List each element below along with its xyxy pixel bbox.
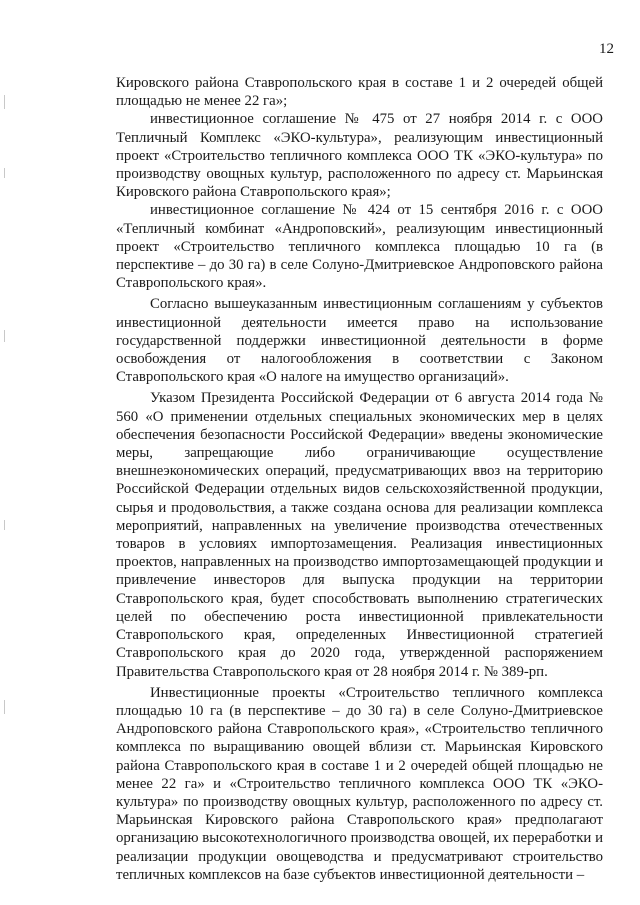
scan-edge-mark bbox=[4, 330, 5, 342]
scan-edge-mark bbox=[4, 95, 5, 109]
paragraph-2: инвестиционное соглашение № 475 от 27 ноября 2014 г. с ООО Тепличный Комплекс «ЭКО-культура», реализующим инвестиционный проект «Строительство тепличного комплекса ООО ТК «ЭКО-культура» по производству овощных культур, расположенного по адресу ст. Марьинская Кировского района Ставропольского края»; bbox=[116, 111, 603, 201]
page-number: 12 bbox=[599, 41, 614, 57]
scan-edge-mark bbox=[4, 700, 5, 714]
scan-edge-mark bbox=[4, 520, 5, 530]
paragraph-1: Кировского района Ставропольского края в составе 1 и 2 очередей общей площадью не менее 22 га»; bbox=[116, 75, 603, 110]
paragraph-3: инвестиционное соглашение № 424 от 15 сентября 2016 г. с ООО «Тепличный комбинат «Андроповский», реализующим инвестиционный проект «Строительство тепличного комплекса площадью 10 га (в перспективе – до 30 га) в селе Солуно-Дмитриевское Андроповского района Ставропольского края». bbox=[116, 202, 603, 292]
body-text bbox=[116, 74, 603, 884]
paragraph-4: Согласно вышеуказанным инвестиционным соглашениям у субъектов инвестиционной деятельности имеется право на использование государственной поддержки инвестиционной деятельности в форме освобождения от налогообложения в соответствии с Законом Ставропольского края «О налоге на имущество организаций». bbox=[116, 296, 603, 386]
paragraph-5: Указом Президента Российской Федерации от 6 августа 2014 года № 560 «О применении отдельных специальных экономических мер в целях обеспечения безопасности Российской Федерации» введены экономические меры, запрещающие либо ограничивающие осуществление внешнеэкономических операций, предусматривающих ввоз на территорию Российской Федерации отдельных видов сельскохозяйственной продукции, сырья и продовольствия, а также создана основа для реализации комплекса мероприятий, направленных на увеличение производства отечественных товаров в условиях импортозамещения. Реализация инвестиционных проектов, направленных на производство импортозамещающей продукции и привлечение инвесторов для выпуска продукции на территории Ставропольского края, будет способствовать выполнению стратегических целей по обеспечению роста инвестиционной привлекательности Ставропольского края, определенных Инвестиционной стратегией Ставропольского края до 2020 года, утвержденной распоряжением Правительства Ставропольского края от 28 ноября 2014 г. № 389-рп. bbox=[116, 390, 603, 680]
scan-edge-mark bbox=[4, 168, 5, 178]
paragraph-6: Инвестиционные проекты «Строительство тепличного комплекса площадью 10 га (в перспективе – до 30 га) в селе Солуно-Дмитриевское Андроповского района Ставропольского края», «Строительство тепличного комплекса по выращиванию овощей вблизи ст. Марьинская Кировского района Ставропольского края в составе 1 и 2 очередей общей площадью не менее 22 га» и «Строительство тепличного комплекса ООО ТК «ЭКО-культура» по производству овощных культур, расположенного по адресу ст. Марьинская Кировского района Ставропольского края» предполагают организацию высокотехнологичного производства овощей, их переработки и реализации продукции овощеводства и предусматривают строительство тепличных комплексов на базе субъектов инвестиционной деятельности – bbox=[116, 684, 603, 883]
